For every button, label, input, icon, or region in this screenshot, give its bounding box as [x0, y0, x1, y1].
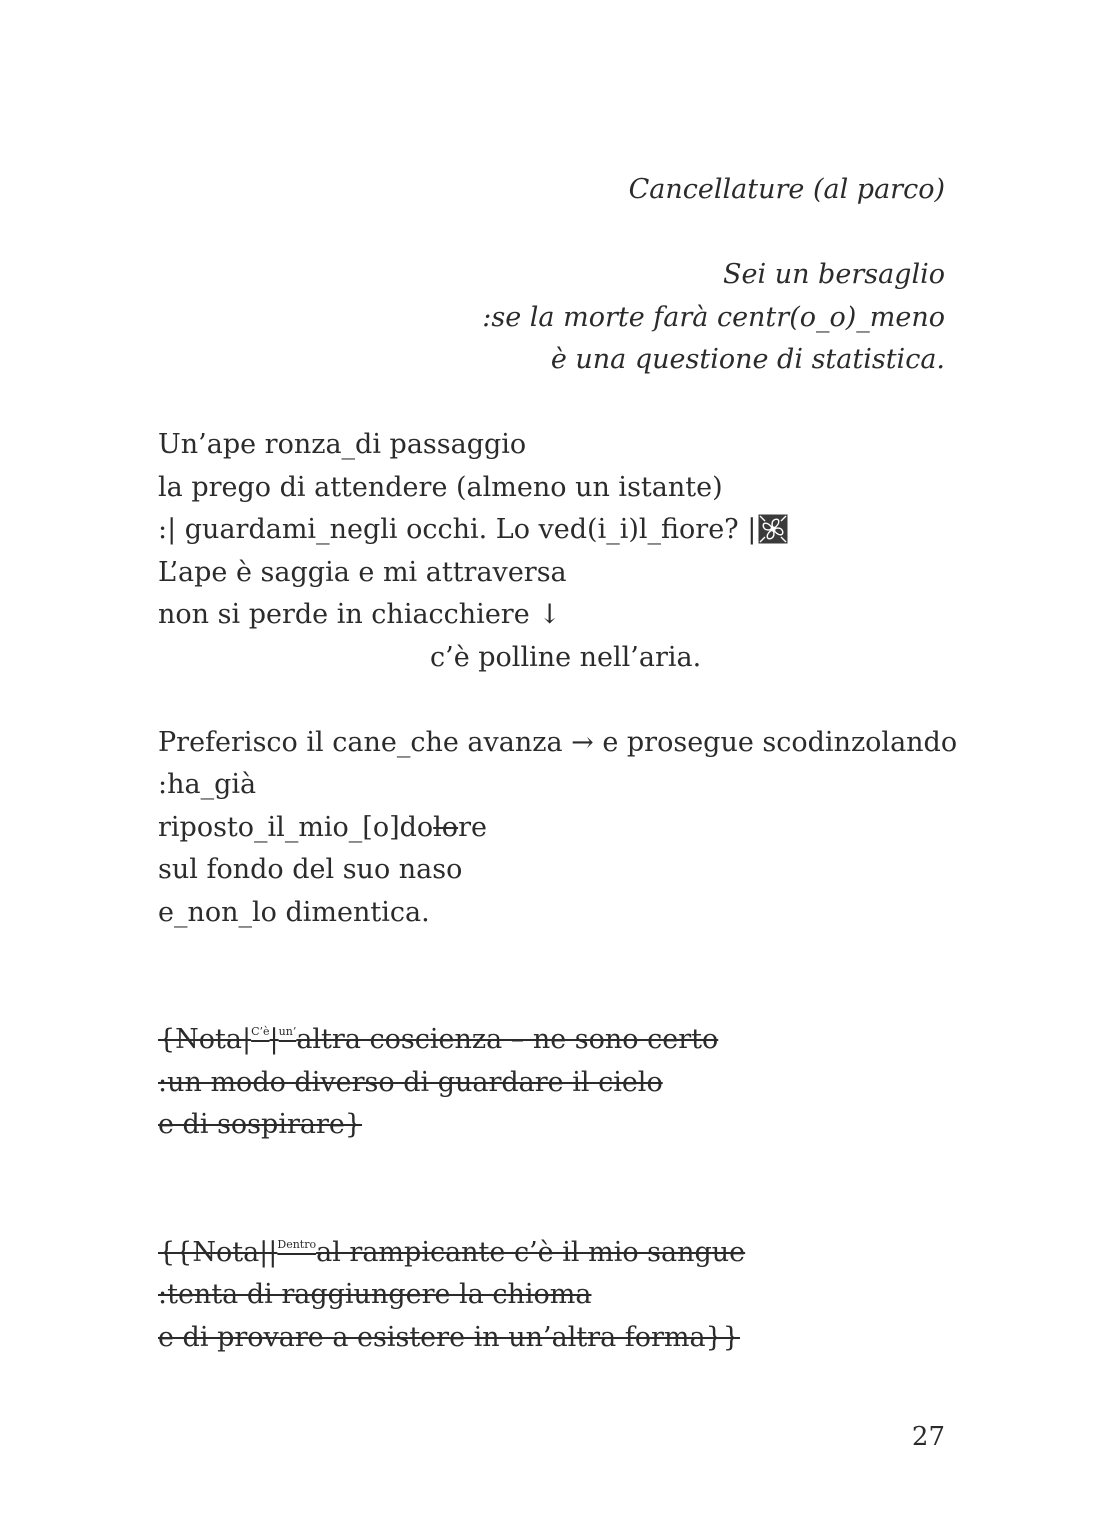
note2-line-2: :tenta di raggiungere la chioma [158, 1279, 592, 1310]
stanza2-line-4: sul fondo del suo naso [158, 854, 463, 885]
stanza2-line-2: :ha_già [158, 769, 257, 800]
note2-superscript: Dentro [277, 1238, 317, 1251]
note1-superscript-2: un’ [278, 1025, 297, 1038]
note2-line-1 [158, 1235, 745, 1271]
stanza1-line-3 [158, 512, 788, 548]
note1-separator: | [269, 1024, 279, 1055]
stanza1-line-5: non si perde in chiacchiere ↓ [158, 599, 561, 630]
note1-superscript-1: C’è [251, 1025, 270, 1038]
stanza1-line-3-text: :| guardami_negli occhi. Lo ved(i_i)l_fiore? | [158, 514, 757, 545]
ornamental-flower-tile-icon [758, 514, 788, 544]
stanza2-line-5: e_non_lo dimentica. [158, 897, 430, 928]
stanza2-line-1: Preferisco il cane_che avanza → e prosegue scodinzolando [158, 727, 958, 758]
stanza2-line-3-prefix: riposto_il_mio_[o]do [158, 812, 434, 843]
stanza1-line-4: L’ape è saggia e mi attraversa [158, 557, 567, 588]
stanza1-line-1: Un’ape ronza_di passaggio [158, 429, 527, 460]
note1-line-1 [158, 1022, 718, 1058]
note2-suffix: al rampicante c’è il mio sangue [316, 1237, 746, 1268]
struck-syllable: lo [433, 812, 459, 843]
epigraph-line-2: :se la morte farà centr(o_o)_meno [482, 302, 945, 333]
note2-line-3: e di provare a esistere in un’altra forma}} [158, 1322, 740, 1353]
epigraph-line-1: Sei un bersaglio [723, 259, 945, 290]
epigraph-line-3: è una questione di statistica. [550, 344, 945, 375]
note1-line-2: :un modo diverso di guardare il cielo [158, 1067, 663, 1098]
note1-suffix: altra coscienza – ne sono certo [296, 1024, 719, 1055]
note1-prefix: {Nota| [158, 1024, 252, 1055]
note1-line-3: e di sospirare} [158, 1109, 363, 1140]
note2-prefix: {{Nota|| [158, 1237, 278, 1268]
poem-title: Cancellature (al parco) [628, 174, 945, 205]
stanza2-line-3-suffix: re [458, 812, 487, 843]
stanza1-line-6: c’è polline nell’aria. [430, 642, 702, 673]
stanza2-line-3 [158, 810, 487, 846]
page-number: 27 [911, 1422, 945, 1452]
stanza1-line-2: la prego di attendere (almeno un istante) [158, 472, 723, 503]
